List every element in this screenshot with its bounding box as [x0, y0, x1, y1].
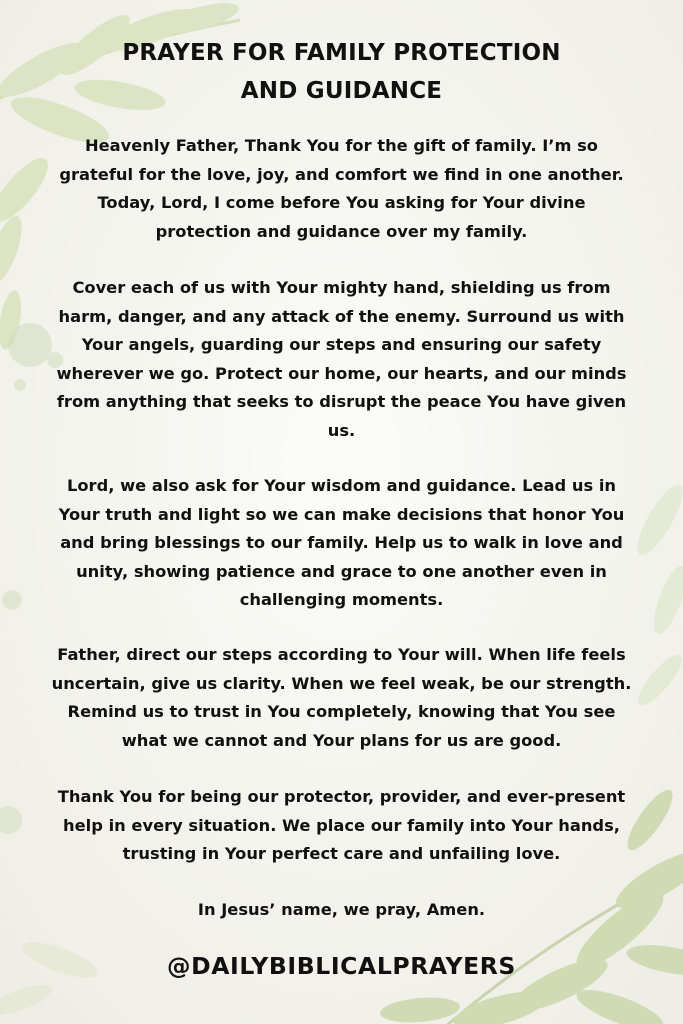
prayer-paragraph-2 — [28, 274, 655, 446]
paragraph-line: grateful for the love, joy, and comfort we find in one another. — [59, 164, 624, 184]
paragraph-line: from anything that seeks to disrupt the peace You have given — [56, 392, 627, 412]
paragraph-line: Your truth and light so we can make decisions that honor You — [58, 504, 625, 524]
paragraph-line: uncertain, give us clarity. When we feel weak, be our strength. — [51, 673, 632, 693]
prayer-paragraph-4 — [28, 641, 655, 755]
prayer-paragraph-5 — [28, 783, 655, 869]
paragraph-line: and bring blessings to our family. Help us to walk in love and — [60, 533, 623, 553]
paragraph-line: challenging moments. — [239, 590, 444, 610]
paragraph-line: protection and guidance over my family. — [155, 221, 528, 241]
paragraph-line: Thank You for being our protector, provider, and ever-present — [57, 787, 626, 806]
title-line-2: AND GUIDANCE — [240, 78, 443, 104]
title-line-1: PRAYER FOR FAMILY PROTECTION — [122, 40, 561, 66]
paragraph-line: In Jesus’ name, we pray, Amen. — [197, 900, 486, 919]
page-title — [0, 34, 683, 110]
paragraph-line: unity, showing patience and grace to one another even in — [76, 561, 607, 581]
paragraph-line: trusting in Your perfect care and unfailing love. — [122, 844, 561, 864]
paragraph-line: Heavenly Father, Thank You for the gift of family. I’m so — [84, 136, 598, 155]
paragraph-line: wherever we go. Protect our home, our hearts, and our minds — [56, 363, 627, 383]
social-handle: @DAILYBIBLICALPRAYERS — [167, 952, 516, 980]
paragraph-line: us. — [327, 420, 356, 440]
paragraph-line: Father, direct our steps according to Your will. When life feels — [57, 645, 626, 664]
paragraph-line: what we cannot and Your plans for us are good. — [121, 730, 562, 750]
paragraph-line: Lord, we also ask for Your wisdom and guidance. Lead us in — [66, 476, 616, 495]
prayer-paragraph-1 — [28, 132, 655, 246]
paragraph-line: harm, danger, and any attack of the enemy. Surround us with — [58, 306, 625, 326]
paragraph-line: Cover each of us with Your mighty hand, shielding us from — [72, 278, 611, 297]
prayer-closing — [28, 896, 655, 925]
paragraph-line: help in every situation. We place our family into Your hands, — [63, 815, 620, 835]
prayer-paragraph-3 — [28, 472, 655, 615]
paragraph-line: Remind us to trust in You completely, knowing that You see — [67, 702, 616, 722]
paragraph-line: Today, Lord, I come before You asking for Your divine — [97, 193, 586, 213]
paragraph-line: Your angels, guarding our steps and ensuring our safety — [81, 335, 602, 355]
